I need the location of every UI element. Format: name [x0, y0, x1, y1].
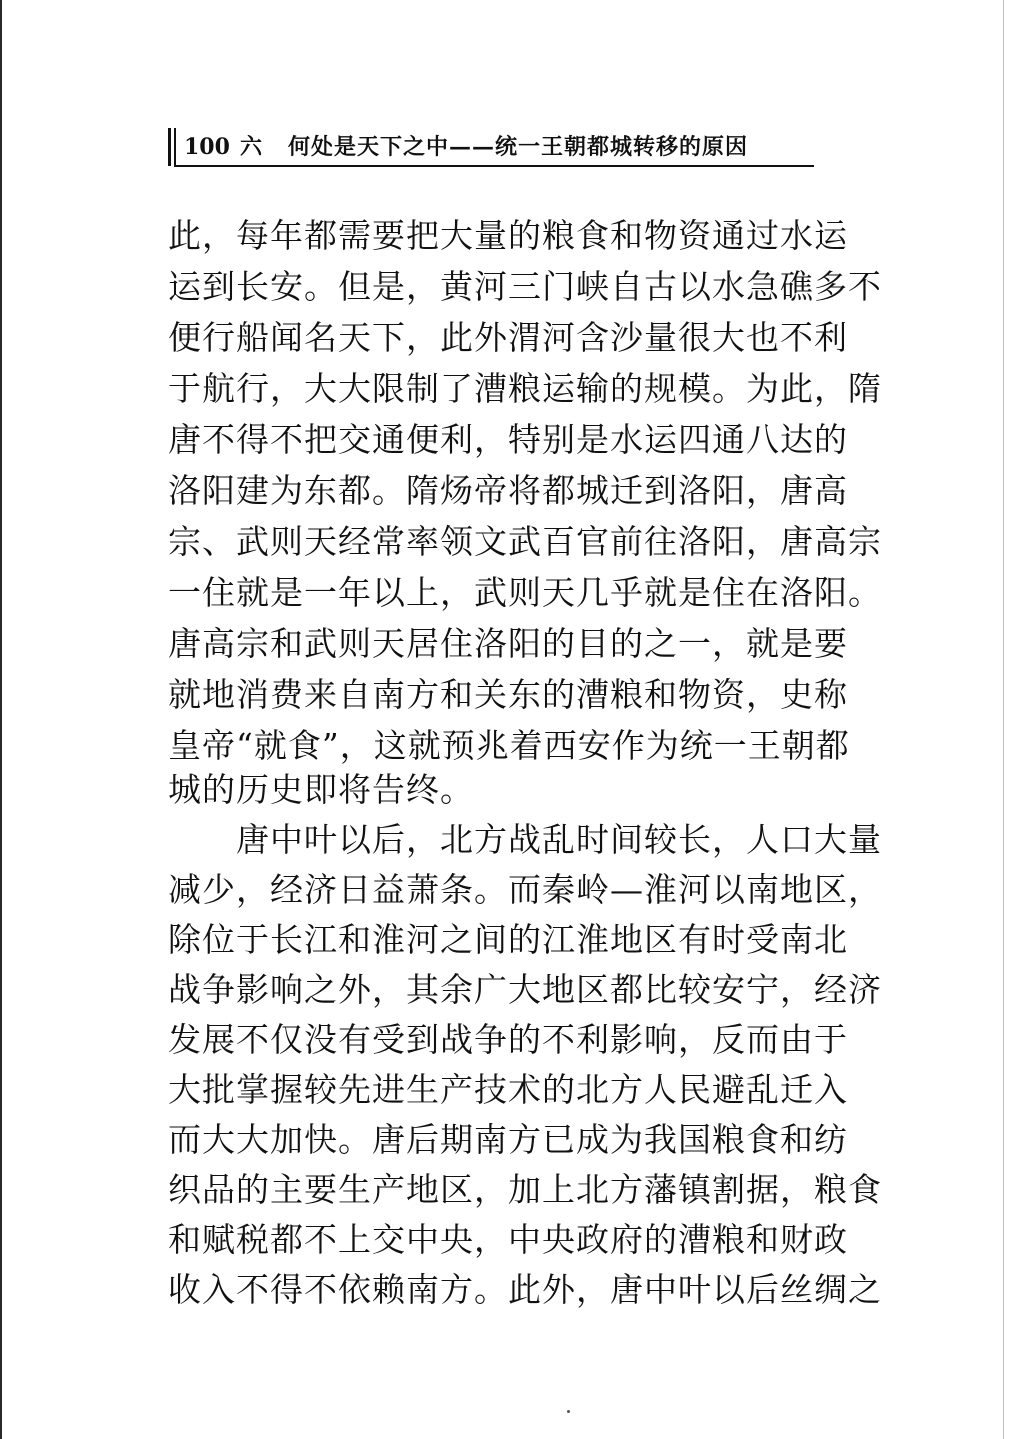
- scan-right-edge: [1003, 0, 1004, 1439]
- text-line: 战争影响之外，其余广大地区都比较安宁，经济: [168, 970, 882, 1009]
- text-line: 洛阳建为东都。隋炀帝将都城迁到洛阳，唐高: [168, 471, 848, 510]
- chapter-title: 何处是天下之中——统一王朝都城转移的原因: [288, 134, 749, 160]
- text-line: 便行船闻名天下，此外渭河含沙量很大也不利: [168, 318, 848, 357]
- scan-speck: [567, 1410, 570, 1413]
- text-line: 除位于长江和淮河之间的江淮地区有时受南北: [168, 920, 848, 959]
- text-line: 和赋税都不上交中央，中央政府的漕粮和财政: [168, 1220, 848, 1259]
- text-line: 皇帝“就食”，这就预兆着西安作为统一王朝都: [168, 726, 850, 765]
- text-line: 城的历史即将告终。: [168, 770, 474, 809]
- text-line: 织品的主要生产地区，加上北方藩镇割据，粮食: [168, 1170, 882, 1209]
- text-line: 于航行，大大限制了漕粮运输的规模。为此，隋: [168, 369, 882, 408]
- running-header: [168, 126, 828, 166]
- text-line: 运到长安。但是，黄河三门峡自古以水急礁多不: [168, 267, 882, 306]
- text-line: 宗、武则天经常率领文武百官前往洛阳，唐高宗: [168, 522, 882, 561]
- text-line: 收入不得不依赖南方。此外，唐中叶以后丝绸之: [168, 1270, 882, 1309]
- scan-left-edge: [0, 0, 2, 1439]
- text-line: 此，每年都需要把大量的粮食和物资通过水运: [168, 216, 848, 255]
- header-rule-thin: [174, 128, 176, 166]
- text-line: 减少，经济日益萧条。而秦岭—淮河以南地区，: [168, 870, 882, 909]
- header-rule-thick: [168, 128, 171, 166]
- page-number: 100: [184, 134, 230, 160]
- text-line: 而大大加快。唐后期南方已成为我国粮食和纺: [168, 1120, 848, 1159]
- text-line: 发展不仅没有受到战争的不利影响，反而由于: [168, 1020, 848, 1059]
- text-line: 唐高宗和武则天居住洛阳的目的之一，就是要: [168, 624, 848, 663]
- text-line: 一住就是一年以上，武则天几乎就是住在洛阳。: [168, 573, 882, 612]
- chapter-number: 六: [240, 134, 263, 160]
- text-line: 唐不得不把交通便利，特别是水运四通八达的: [168, 420, 848, 459]
- paragraph-first-line: 唐中叶以后，北方战乱时间较长，人口大量: [236, 820, 882, 859]
- text-line: 就地消费来自南方和关东的漕粮和物资，史称: [168, 675, 848, 714]
- text-line: 大批掌握较先进生产技术的北方人民避乱迁入: [168, 1070, 848, 1109]
- header-underline: [174, 165, 814, 167]
